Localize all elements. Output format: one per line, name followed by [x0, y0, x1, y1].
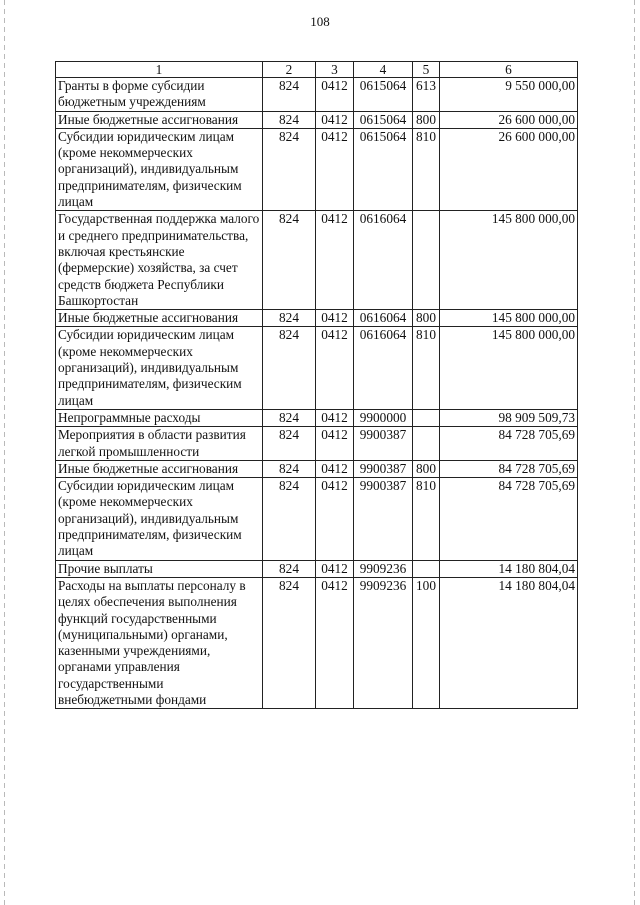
expense-type-cell: [413, 409, 440, 426]
row-name-cell: Непрограммные расходы: [56, 409, 263, 426]
row-name-cell: Субсидии юридическим лицам (кроме некоммерческих организаций), индивидуальным предпринимателям, физическим лицам: [56, 478, 263, 560]
row-name-cell: Мероприятия в области развития легкой промышленности: [56, 427, 263, 461]
section-code-cell: 0412: [316, 128, 354, 210]
row-name-cell: Расходы на выплаты персоналу в целях обеспечения выполнения функций государственными (муниципальными) органами, казенными учреждениями, органами управления государственными внебюджетными фондами: [56, 577, 263, 708]
table-body: [56, 78, 578, 709]
target-article-cell: 9900387: [354, 478, 413, 560]
target-article-cell: 9900000: [354, 409, 413, 426]
ministry-code-cell: 824: [263, 478, 316, 560]
table-row: [56, 478, 578, 560]
target-article-cell: 9909236: [354, 577, 413, 708]
target-article-cell: 0616064: [354, 211, 413, 310]
table-row: [56, 577, 578, 708]
ministry-code-cell: 824: [263, 327, 316, 409]
table-row: [56, 327, 578, 409]
ministry-code-cell: 824: [263, 310, 316, 327]
header-cell-name: 1: [56, 62, 263, 78]
amount-cell: 84 728 705,69: [440, 478, 578, 560]
amount-cell: 26 600 000,00: [440, 111, 578, 128]
row-name-cell: Прочие выплаты: [56, 560, 263, 577]
amount-cell: 145 800 000,00: [440, 327, 578, 409]
expense-type-cell: 810: [413, 478, 440, 560]
expense-type-cell: 800: [413, 111, 440, 128]
target-article-cell: 0615064: [354, 128, 413, 210]
expense-type-cell: 100: [413, 577, 440, 708]
section-code-cell: 0412: [316, 327, 354, 409]
section-code-cell: 0412: [316, 427, 354, 461]
table-row: [56, 128, 578, 210]
ministry-code-cell: 824: [263, 111, 316, 128]
header-cell-target: 4: [354, 62, 413, 78]
ministry-code-cell: 824: [263, 211, 316, 310]
amount-cell: 14 180 804,04: [440, 560, 578, 577]
scan-left-edge: [4, 0, 5, 905]
table-row: [56, 310, 578, 327]
header-cell-section: 3: [316, 62, 354, 78]
section-code-cell: 0412: [316, 478, 354, 560]
row-name-cell: Государственная поддержка малого и среднего предпринимательства, включая крестьянские (фермерские) хозяйства, за счет средств бюджета Республики Башкортостан: [56, 211, 263, 310]
table-row: [56, 409, 578, 426]
amount-cell: 84 728 705,69: [440, 460, 578, 477]
section-code-cell: 0412: [316, 111, 354, 128]
table-row: [56, 560, 578, 577]
header-cell-expense-type: 5: [413, 62, 440, 78]
expense-type-cell: 800: [413, 460, 440, 477]
section-code-cell: 0412: [316, 409, 354, 426]
amount-cell: 98 909 509,73: [440, 409, 578, 426]
target-article-cell: 9900387: [354, 460, 413, 477]
expense-type-cell: 810: [413, 128, 440, 210]
table-row: [56, 111, 578, 128]
section-code-cell: 0412: [316, 211, 354, 310]
amount-cell: 145 800 000,00: [440, 310, 578, 327]
row-name-cell: Иные бюджетные ассигнования: [56, 111, 263, 128]
row-name-cell: Субсидии юридическим лицам (кроме некоммерческих организаций), индивидуальным предпринимателям, физическим лицам: [56, 327, 263, 409]
target-article-cell: 0616064: [354, 310, 413, 327]
expense-type-cell: [413, 211, 440, 310]
amount-cell: 84 728 705,69: [440, 427, 578, 461]
expense-type-cell: 810: [413, 327, 440, 409]
table-row: [56, 211, 578, 310]
target-article-cell: 0616064: [354, 327, 413, 409]
target-article-cell: 0615064: [354, 78, 413, 112]
ministry-code-cell: 824: [263, 427, 316, 461]
ministry-code-cell: 824: [263, 577, 316, 708]
header-cell-ministry: 2: [263, 62, 316, 78]
target-article-cell: 9900387: [354, 427, 413, 461]
scan-right-edge: [634, 0, 635, 905]
ministry-code-cell: 824: [263, 78, 316, 112]
header-row: [56, 62, 578, 78]
row-name-cell: Субсидии юридическим лицам (кроме некоммерческих организаций), индивидуальным предпринимателям, физическим лицам: [56, 128, 263, 210]
ministry-code-cell: 824: [263, 460, 316, 477]
header-cell-amount: 6: [440, 62, 578, 78]
budget-table: [55, 61, 578, 709]
expense-type-cell: 613: [413, 78, 440, 112]
table-row: [56, 460, 578, 477]
amount-cell: 14 180 804,04: [440, 577, 578, 708]
table-row: [56, 427, 578, 461]
ministry-code-cell: 824: [263, 128, 316, 210]
amount-cell: 9 550 000,00: [440, 78, 578, 112]
ministry-code-cell: 824: [263, 409, 316, 426]
page-number: 108: [310, 14, 330, 29]
amount-cell: 145 800 000,00: [440, 211, 578, 310]
expense-type-cell: [413, 560, 440, 577]
target-article-cell: 0615064: [354, 111, 413, 128]
section-code-cell: 0412: [316, 560, 354, 577]
expense-type-cell: [413, 427, 440, 461]
row-name-cell: Гранты в форме субсидии бюджетным учреждениям: [56, 78, 263, 112]
amount-cell: 26 600 000,00: [440, 128, 578, 210]
row-name-cell: Иные бюджетные ассигнования: [56, 460, 263, 477]
target-article-cell: 9909236: [354, 560, 413, 577]
section-code-cell: 0412: [316, 577, 354, 708]
ministry-code-cell: 824: [263, 560, 316, 577]
table-row: [56, 78, 578, 112]
section-code-cell: 0412: [316, 460, 354, 477]
row-name-cell: Иные бюджетные ассигнования: [56, 310, 263, 327]
expense-type-cell: 800: [413, 310, 440, 327]
section-code-cell: 0412: [316, 78, 354, 112]
section-code-cell: 0412: [316, 310, 354, 327]
